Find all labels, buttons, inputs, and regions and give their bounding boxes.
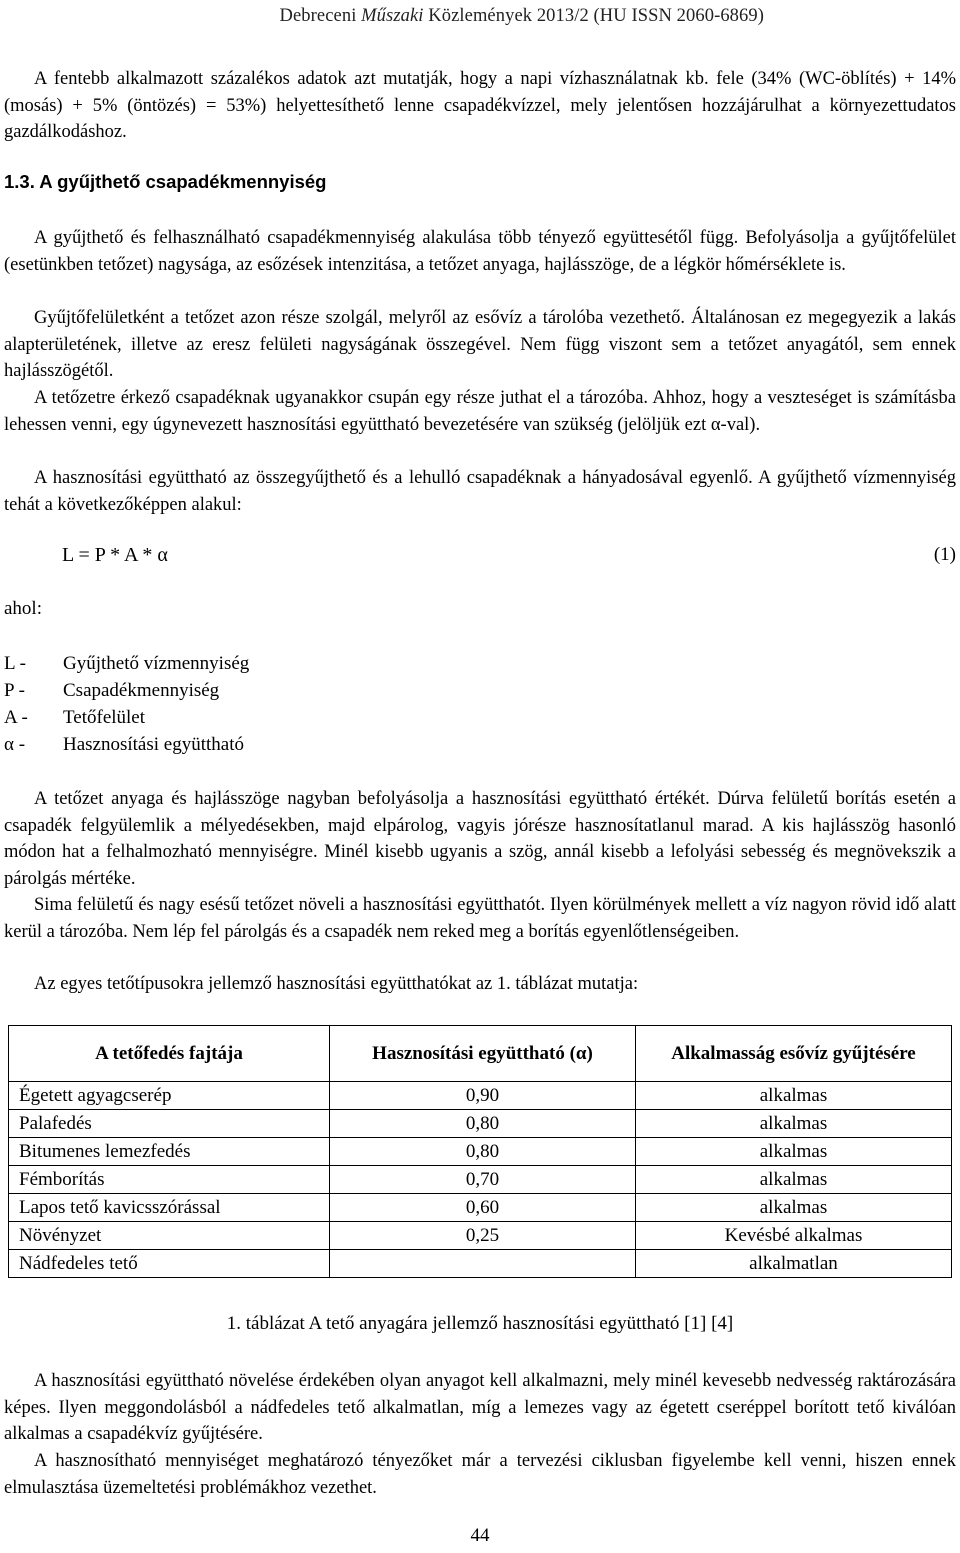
- definition-item: A - Tetőfelület: [4, 704, 249, 731]
- coefficient-table: [8, 1025, 952, 1278]
- section-heading: 1.3. A gyűjthető csapadékmennyiség: [4, 171, 327, 192]
- table-cell: 0,80: [330, 1138, 636, 1166]
- definition-text: Gyűjthető vízmennyiség: [63, 653, 250, 674]
- definition-symbol: α: [4, 734, 14, 755]
- definition-symbol: A: [4, 707, 17, 728]
- equation-number: (1): [933, 544, 956, 565]
- table-header-row: [9, 1026, 952, 1082]
- table-cell: alkalmas: [636, 1166, 952, 1194]
- definition-text: Hasznosítási együttható: [63, 734, 244, 755]
- definition-list: [4, 650, 249, 758]
- table-cell: alkalmas: [636, 1082, 952, 1110]
- paragraph: A hasznosítható mennyiséget meghatározó tényezőket már a tervezési ciklusban figyelembe kell venni, hiszen ennek elmulasztása üzemeltetési problémákhoz vezethet.: [4, 1451, 956, 1498]
- definition-symbol: L: [4, 653, 15, 674]
- table-cell: alkalmas: [636, 1138, 952, 1166]
- table-cell: 0,90: [330, 1082, 636, 1110]
- paragraph: A gyűjthető és felhasználható csapadékmennyiség alakulása több tényező együttesétől függ. Befolyásolja a gyűjtőfelület (esetünkben tetőzet) nagysága, az esőzések intenzitása, a tetőzet anyaga, hajlásszöge, de a légkör hőmérséklete is.: [4, 228, 956, 275]
- intro-paragraph: A fentebb alkalmazott százalékos adatok azt mutatják, hogy a napi vízhasználatnak kb. fele (34% (WC-öblítés) + 14% (mosás) + 5% (öntözés) = 53%) helyettesíthető lenne csapadékvízzel, mely jelentősen hozzájárulhat a környezettudatos gazdálkodáshoz.: [4, 69, 956, 142]
- paragraph: A hasznosítási együttható növelése érdekében olyan anyagot kell alkalmazni, mely minél kevesebb nedvesség raktározására képes. Ilyen meggondolásból a nádfedeles tető alkalmatlan, míg a lemezes vagy az égetett cseréppel borított tető kiválóan alkalmas a csapadékvíz gyűjtésére.: [4, 1371, 956, 1444]
- column-header: A tetőfedés fajtája: [9, 1026, 330, 1082]
- table-row: [9, 1110, 952, 1138]
- equation: L = P * A * α: [62, 544, 168, 566]
- definition-text: Csapadékmennyiség: [63, 680, 220, 701]
- table-row: [9, 1250, 952, 1278]
- table-row: [9, 1082, 952, 1110]
- table-cell: Kevésbé alkalmas: [636, 1222, 952, 1250]
- definition-item: L - Gyűjthető vízmennyiség: [4, 650, 249, 677]
- table-cell: Égetett agyagcserép: [9, 1082, 330, 1110]
- table-cell: Lapos tető kavicsszórással: [9, 1194, 330, 1222]
- table-cell: alkalmas: [636, 1194, 952, 1222]
- table-cell: 0,60: [330, 1194, 636, 1222]
- table-cell: alkalmatlan: [636, 1250, 952, 1278]
- paragraph: A tetőzetre érkező csapadéknak ugyanakkor csupán egy része juthat el a tározóba. Ahhoz, hogy a veszteséget is számításba lehessen venni, egy úgynevezett hasznosítási együttható bevezetésére van szükség (jelöljük ezt α-val).: [4, 388, 956, 435]
- paragraph: Sima felületű és nagy esésű tetőzet növeli a hasznosítási együtthatót. Ilyen körülmények mellett a víz nagyon rövid idő alatt kerül a tározóba. Nem lép fel párolgás és a csapadék nem reked meg a borítás egyenlőtlenségeiben.: [4, 895, 956, 942]
- table-cell: Nádfedeles tető: [9, 1250, 330, 1278]
- paragraph: Gyűjtőfelületként a tetőzet azon része szolgál, melyről az esővíz a tárolóba vezethető. Általánosan ez megegyezik a lakás alapterületének, illetve az eresz felületi nagyságának összegével. Nem függ viszont sem a tetőzet anyagától, sem ennek hajlásszögétől.: [4, 308, 956, 381]
- column-header: Hasznosítási együttható (α): [330, 1026, 636, 1082]
- table-cell: Palafedés: [9, 1110, 330, 1138]
- paragraph: A hasznosítási együttható az összegyűjthető és a lehulló csapadéknak a hányadosával egyenlő. A gyűjthető vízmennyiség tehát a következőképpen alakul:: [4, 468, 956, 515]
- table-row: [9, 1138, 952, 1166]
- table-row: [9, 1222, 952, 1250]
- table-cell: Növényzet: [9, 1222, 330, 1250]
- running-header: Debreceni Műszaki Közlemények 2013/2 (HU ISSN 2060-6869): [279, 6, 764, 26]
- table-cell: 0,70: [330, 1166, 636, 1194]
- definition-item: P - Csapadékmennyiség: [4, 677, 249, 704]
- table-cell: 0,25: [330, 1222, 636, 1250]
- table-row: [9, 1194, 952, 1222]
- paragraph: A tetőzet anyaga és hajlásszöge nagyban befolyásolja a hasznosítási együttható értékét. Dúrva felületű borítás esetén a csapadék felgyülemlik a mélyedésekben, majd elpárolog, vagyis jórésze hasznosítatlanul marad. A kis hajlásszög hasonló módon hat a felhalmozható mennyiségre. Minél kisebb ugyanis a szög, annál kisebb a lefolyási sebesség és megnövekszik a párolgás mértéke.: [4, 789, 956, 889]
- table-row: [9, 1166, 952, 1194]
- table-caption: 1. táblázat A tető anyagára jellemző hasznosítási együttható [1] [4]: [226, 1313, 734, 1334]
- definition-item: α - Hasznosítási együttható: [4, 731, 249, 758]
- paragraph: Az egyes tetőtípusokra jellemző hasznosítási együtthatókat az 1. táblázat mutatja:: [34, 974, 639, 994]
- column-header: Alkalmasság esővíz gyűjtésére: [636, 1026, 952, 1082]
- definition-symbol: P: [4, 680, 14, 701]
- table-cell: 0,80: [330, 1110, 636, 1138]
- table-cell: Bitumenes lemezfedés: [9, 1138, 330, 1166]
- table-cell: [330, 1250, 636, 1278]
- page-number: 44: [470, 1525, 490, 1546]
- table-cell: Fémborítás: [9, 1166, 330, 1194]
- definition-text: Tetőfelület: [63, 707, 146, 728]
- journal-brand: Műszaki: [361, 6, 424, 26]
- where-label: ahol:: [4, 598, 42, 619]
- table-cell: alkalmas: [636, 1110, 952, 1138]
